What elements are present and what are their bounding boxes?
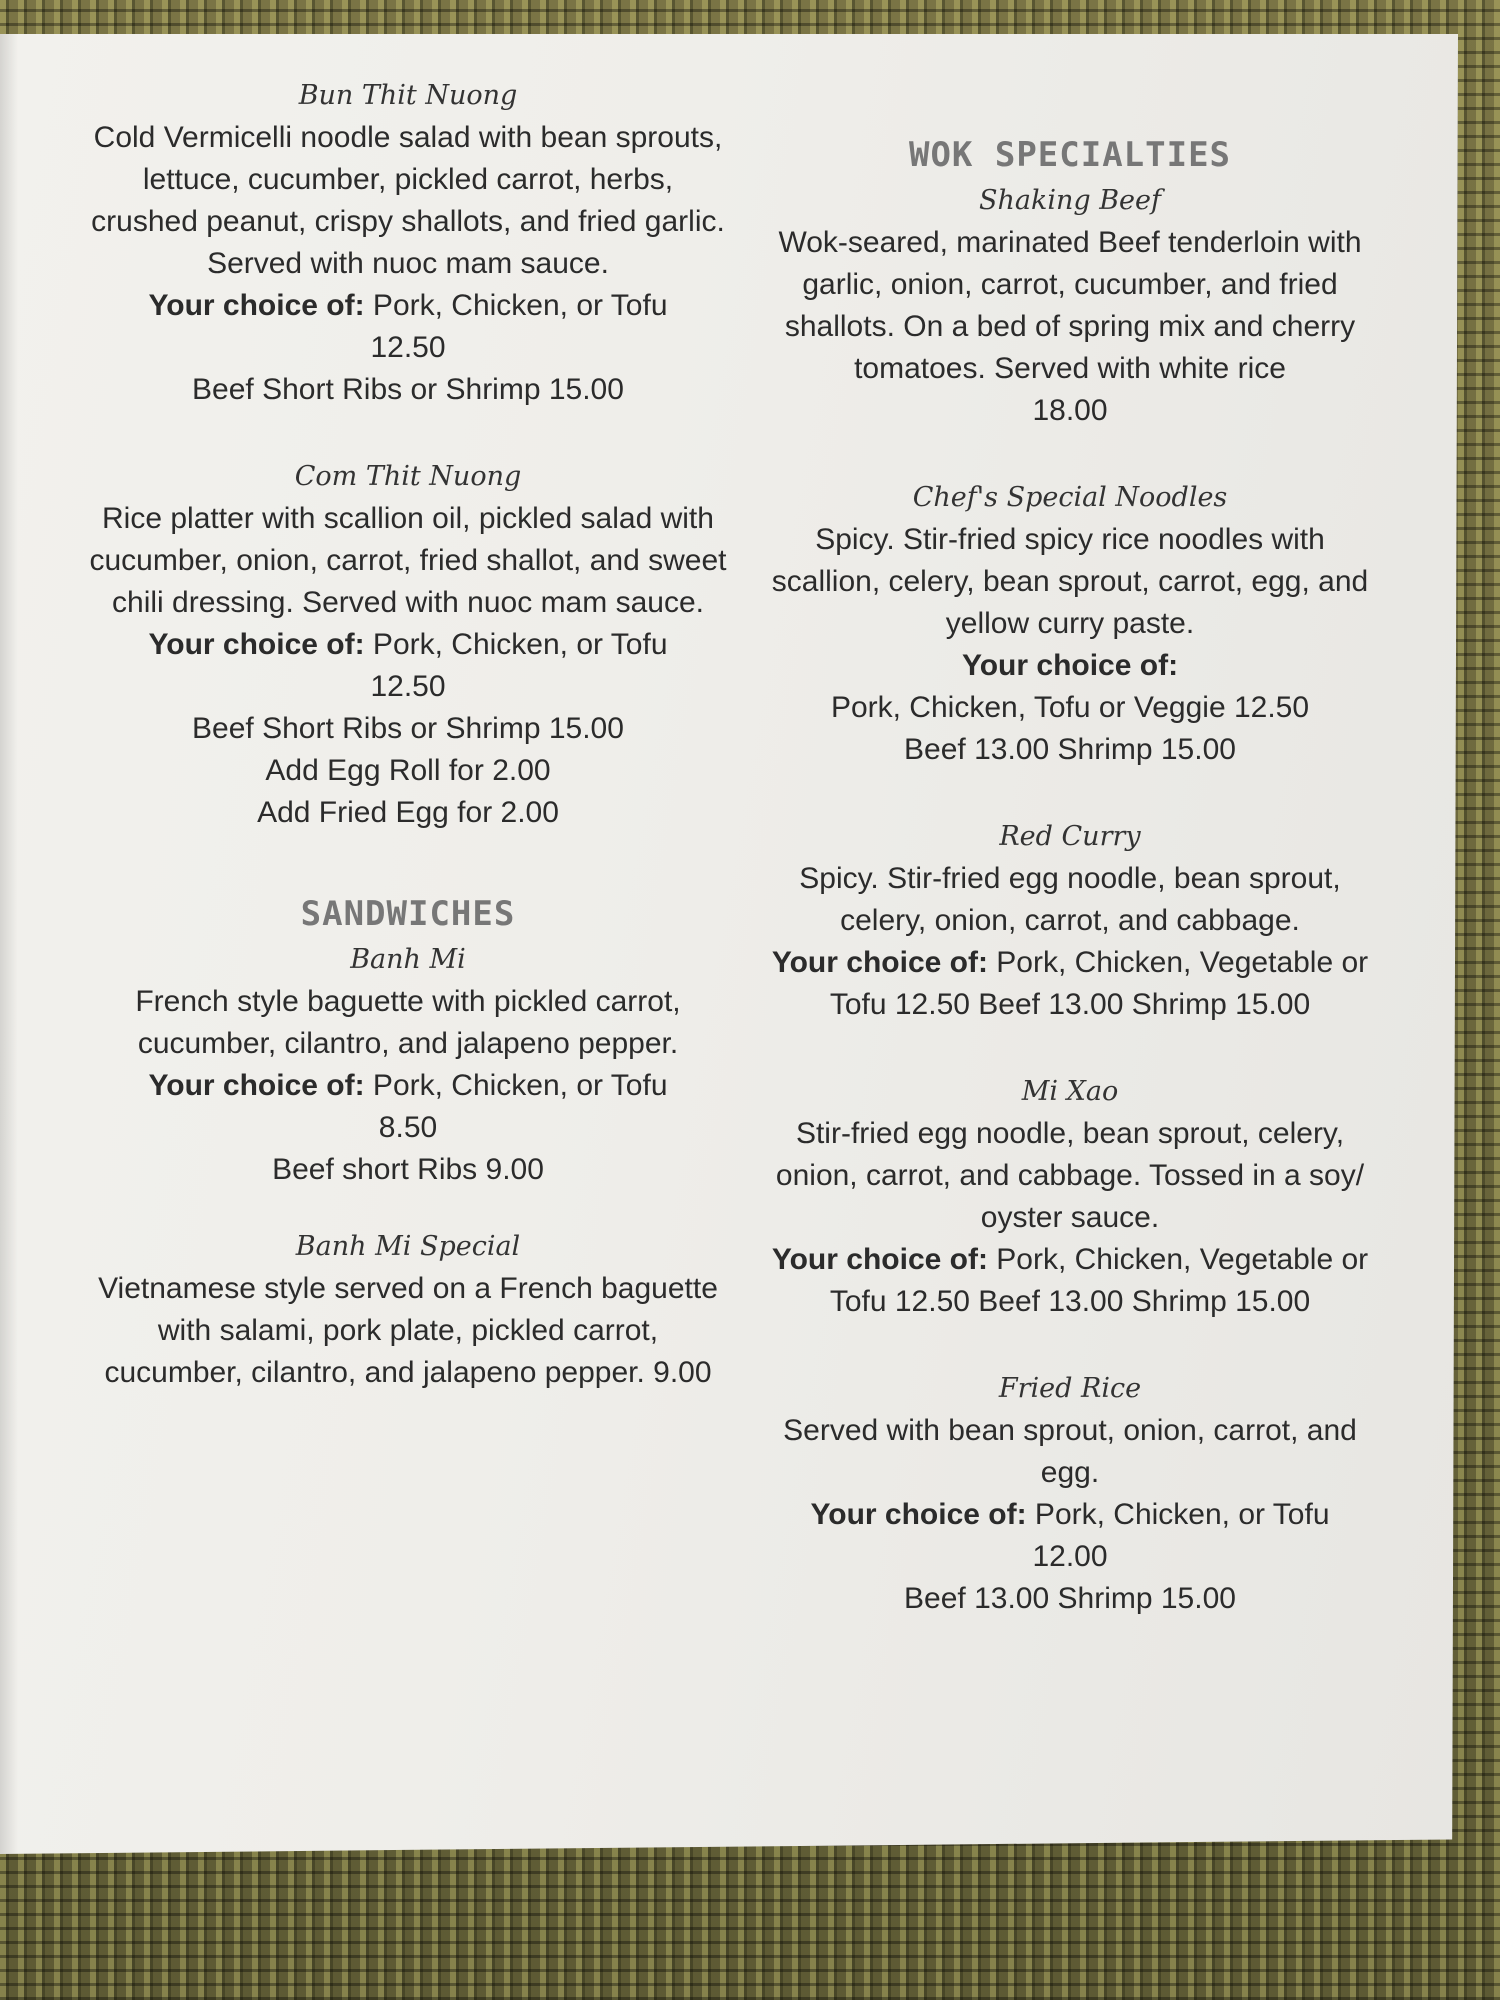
item-price-line: Pork, Chicken, Tofu or Veggie 12.50 bbox=[830, 691, 1310, 724]
item-addon: Add Egg Roll for 2.00 bbox=[265, 754, 551, 787]
item-name: Com Thit Nuong bbox=[294, 461, 522, 492]
menu-item-com-thit-nuong bbox=[88, 461, 728, 834]
choice-label: Your choice of: bbox=[810, 1498, 1027, 1531]
item-description: Vietnamese style served on a French baguette with salami, pork plate, pickled carrot, cucumber, cilantro, and jalapeno pepper. 9.00 bbox=[98, 1272, 718, 1389]
item-extra: Beef Short Ribs or Shrimp 15.00 bbox=[192, 712, 624, 745]
item-price-line: Beef 13.00 Shrimp 15.00 bbox=[904, 733, 1236, 766]
choice-options: Pork, Chicken, Vegetable or Tofu 12.50 Beef 13.00 Shrimp 15.00 bbox=[829, 1243, 1369, 1318]
item-choice bbox=[88, 285, 728, 327]
item-name: Fried Rice bbox=[998, 1373, 1142, 1404]
item-choice bbox=[88, 624, 728, 666]
choice-options: Pork, Chicken, or Tofu bbox=[364, 628, 668, 661]
section-heading-sandwiches: SANDWICHES bbox=[300, 894, 516, 934]
left-column bbox=[88, 80, 728, 1444]
menu-item-fried-rice bbox=[760, 1373, 1380, 1620]
item-description: Cold Vermicelli noodle salad with bean sprouts, lettuce, cucumber, pickled carrot, herbs, crushed peanut, crispy shallots, and fried garlic. Served with nuoc mam sauce. bbox=[91, 121, 725, 280]
right-column bbox=[760, 135, 1380, 1670]
item-description: Rice platter with scallion oil, pickled salad with cucumber, onion, carrot, fried shallot, and sweet chili dressing. Served with nuoc mam sauce. bbox=[89, 502, 727, 619]
item-name: Chef's Special Noodles bbox=[912, 482, 1228, 513]
item-name: Shaking Beef bbox=[978, 185, 1162, 216]
menu-item-mi-xao bbox=[760, 1076, 1380, 1323]
choice-label: Your choice of: bbox=[771, 1243, 988, 1276]
item-name: Banh Mi bbox=[350, 944, 466, 975]
item-extra: Beef Short Ribs or Shrimp 15.00 bbox=[192, 373, 624, 406]
item-addon: Add Fried Egg for 2.00 bbox=[257, 796, 559, 829]
item-description: Spicy. Stir-fried egg noodle, bean sprout, celery, onion, carrot, and cabbage. bbox=[799, 862, 1341, 937]
choice-label: Your choice of: bbox=[148, 289, 365, 322]
menu-item-red-curry bbox=[760, 821, 1380, 1026]
item-choice bbox=[88, 1065, 728, 1107]
item-description: French style baguette with pickled carrot, cucumber, cilantro, and jalapeno pepper. bbox=[135, 985, 681, 1060]
choice-label: Your choice of: bbox=[148, 1069, 365, 1102]
item-choice bbox=[760, 1239, 1380, 1323]
item-extra: Beef 13.00 Shrimp 15.00 bbox=[904, 1582, 1236, 1615]
item-choice bbox=[760, 942, 1380, 1026]
item-choice bbox=[760, 1494, 1380, 1536]
item-name: Banh Mi Special bbox=[295, 1231, 521, 1262]
menu-item-shaking-beef bbox=[760, 185, 1380, 432]
choice-label: Your choice of: bbox=[148, 628, 365, 661]
page-fold-shadow bbox=[0, 34, 18, 1854]
choice-label: Your choice of: bbox=[961, 649, 1179, 682]
item-extra: Beef short Ribs 9.00 bbox=[272, 1153, 544, 1186]
menu-item-bun-thit-nuong bbox=[88, 80, 728, 411]
item-description: Stir-fried egg noodle, bean sprout, celery, onion, carrot, and cabbage. Tossed in a soy/ oyster sauce. bbox=[775, 1117, 1365, 1234]
item-description: Spicy. Stir-fried spicy rice noodles with scallion, celery, bean sprout, carrot, egg, and yellow curry paste. bbox=[771, 523, 1369, 640]
item-price: 12.00 bbox=[1032, 1540, 1108, 1573]
choice-label: Your choice of: bbox=[771, 946, 988, 979]
choice-options: Pork, Chicken, or Tofu bbox=[364, 289, 668, 322]
menu-item-banh-mi bbox=[88, 944, 728, 1191]
item-description: Wok-seared, marinated Beef tenderloin with garlic, onion, carrot, cucumber, and fried shallots. On a bed of spring mix and cherry tomatoes. Served with white rice bbox=[778, 226, 1362, 385]
item-name: Bun Thit Nuong bbox=[298, 80, 518, 111]
item-price: 8.50 bbox=[378, 1111, 438, 1144]
item-price: 18.00 bbox=[1032, 394, 1108, 427]
item-description: Served with bean sprout, onion, carrot, and egg. bbox=[783, 1414, 1357, 1489]
choice-options: Pork, Chicken, Vegetable or Tofu 12.50 Beef 13.00 Shrimp 15.00 bbox=[829, 946, 1369, 1021]
item-name: Mi Xao bbox=[1021, 1076, 1119, 1107]
section-heading-wok-specialties: WOK SPECIALTIES bbox=[908, 135, 1232, 175]
menu-item-chefs-special-noodles bbox=[760, 482, 1380, 771]
choice-options: Pork, Chicken, or Tofu bbox=[1026, 1498, 1330, 1531]
menu-item-banh-mi-special bbox=[88, 1231, 728, 1394]
item-price: 12.50 bbox=[370, 670, 446, 703]
item-name: Red Curry bbox=[999, 821, 1141, 852]
item-price: 12.50 bbox=[370, 331, 446, 364]
choice-options: Pork, Chicken, or Tofu bbox=[364, 1069, 668, 1102]
